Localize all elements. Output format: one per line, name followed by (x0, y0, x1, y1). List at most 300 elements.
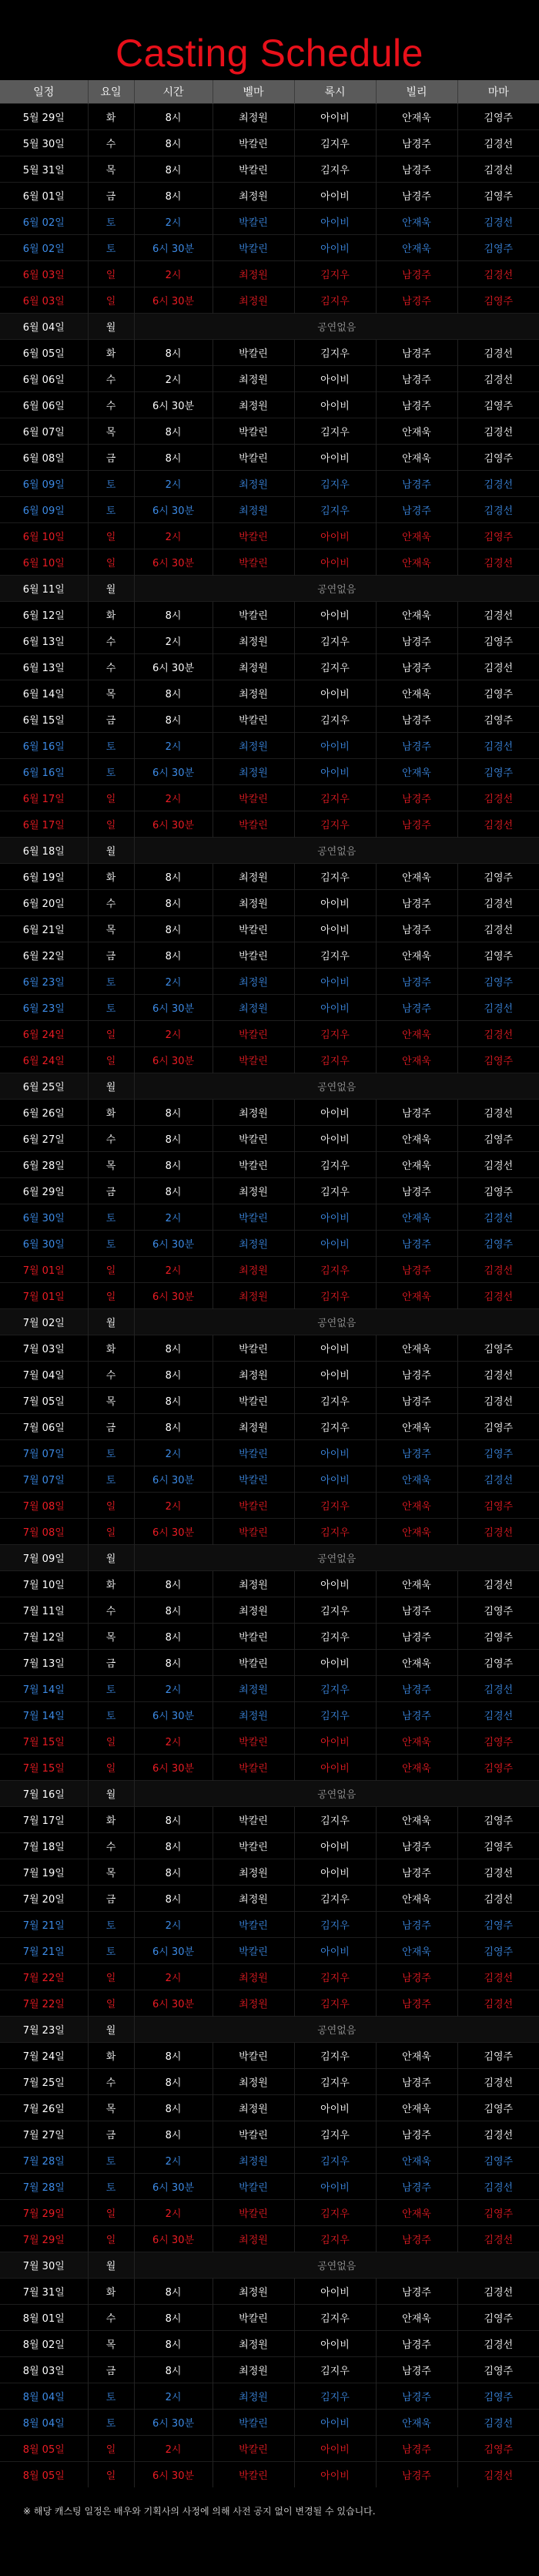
cell-mama: 김영주 (457, 628, 539, 654)
cell-velma: 박칼린 (213, 1728, 294, 1755)
cell-day: 목 (88, 916, 134, 942)
cell-billy: 안재욱 (376, 1466, 457, 1493)
cell-date: 7월 14일 (0, 1702, 88, 1728)
table-row (0, 2252, 539, 2279)
schedule-body (0, 104, 539, 2488)
table-row (0, 104, 539, 130)
cell-day: 일 (88, 1990, 134, 2017)
cell-mama: 김경선 (457, 497, 539, 523)
cell-time: 8시 (134, 890, 213, 916)
cell-velma: 박칼린 (213, 2410, 294, 2436)
cell-billy: 안재욱 (376, 549, 457, 576)
table-row (0, 261, 539, 287)
cell-velma: 박칼린 (213, 1466, 294, 1493)
cell-date: 7월 04일 (0, 1362, 88, 1388)
cell-roxie: 김지우 (294, 1886, 376, 1912)
cell-day: 일 (88, 2462, 134, 2488)
table-row (0, 2305, 539, 2331)
cell-day: 토 (88, 1466, 134, 1493)
cell-velma: 최정원 (213, 366, 294, 392)
table-row (0, 1204, 539, 1231)
cell-time: 6시 30분 (134, 1702, 213, 1728)
no-show-label: 공연없음 (134, 1073, 539, 1100)
cell-mama: 김영주 (457, 1335, 539, 1362)
header-velma: 벨마 (213, 80, 294, 104)
cell-time: 8시 (134, 2357, 213, 2383)
cell-date: 6월 26일 (0, 1100, 88, 1126)
cell-date: 6월 15일 (0, 707, 88, 733)
table-row (0, 2095, 539, 2121)
cell-billy: 남경주 (376, 969, 457, 995)
table-row (0, 1781, 539, 1807)
cell-time: 8시 (134, 680, 213, 707)
cell-date: 6월 30일 (0, 1204, 88, 1231)
cell-day: 금 (88, 1414, 134, 1440)
cell-mama: 김영주 (457, 1414, 539, 1440)
cell-day: 토 (88, 2148, 134, 2174)
table-row (0, 314, 539, 340)
cell-date: 5월 29일 (0, 104, 88, 130)
cell-time: 2시 (134, 1021, 213, 1047)
cell-mama: 김경선 (457, 1152, 539, 1178)
cell-time: 8시 (134, 183, 213, 209)
cell-velma: 박칼린 (213, 602, 294, 628)
cell-time: 2시 (134, 1964, 213, 1990)
cell-mama: 김경선 (457, 1990, 539, 2017)
cell-billy: 안재욱 (376, 1938, 457, 1964)
cell-billy: 안재욱 (376, 602, 457, 628)
cell-billy: 남경주 (376, 2357, 457, 2383)
table-row (0, 1021, 539, 1047)
cell-day: 화 (88, 2279, 134, 2305)
cell-date: 6월 07일 (0, 418, 88, 445)
cell-velma: 최정원 (213, 680, 294, 707)
cell-day: 수 (88, 1362, 134, 1388)
cell-date: 7월 28일 (0, 2174, 88, 2200)
table-row (0, 1807, 539, 1833)
cell-day: 토 (88, 1702, 134, 1728)
cell-date: 5월 31일 (0, 156, 88, 183)
cell-day: 일 (88, 1283, 134, 1309)
cell-date: 6월 13일 (0, 628, 88, 654)
cell-velma: 박칼린 (213, 1938, 294, 1964)
cell-date: 6월 06일 (0, 366, 88, 392)
cell-date: 7월 07일 (0, 1466, 88, 1493)
cell-billy: 남경주 (376, 2279, 457, 2305)
cell-velma: 박칼린 (213, 2462, 294, 2488)
cell-roxie: 김지우 (294, 811, 376, 838)
cell-billy: 안재욱 (376, 1335, 457, 1362)
cell-time: 8시 (134, 1859, 213, 1886)
cell-time: 8시 (134, 445, 213, 471)
cell-date: 7월 09일 (0, 1545, 88, 1571)
cell-velma: 최정원 (213, 1178, 294, 1204)
cell-mama: 김경선 (457, 916, 539, 942)
cell-roxie: 김지우 (294, 261, 376, 287)
cell-billy: 안재욱 (376, 1755, 457, 1781)
cell-time: 6시 30분 (134, 654, 213, 680)
cell-roxie: 김지우 (294, 1807, 376, 1833)
cell-mama: 김영주 (457, 2148, 539, 2174)
cell-velma: 최정원 (213, 104, 294, 130)
cell-velma: 최정원 (213, 2331, 294, 2357)
cell-time: 6시 30분 (134, 2226, 213, 2252)
cell-date: 7월 15일 (0, 1728, 88, 1755)
cell-velma: 최정원 (213, 759, 294, 785)
cell-date: 6월 06일 (0, 392, 88, 418)
cell-mama: 김영주 (457, 1912, 539, 1938)
cell-mama: 김영주 (457, 1440, 539, 1466)
table-row (0, 864, 539, 890)
cell-date: 7월 01일 (0, 1257, 88, 1283)
cell-velma: 최정원 (213, 2069, 294, 2095)
cell-billy: 남경주 (376, 2121, 457, 2148)
cell-roxie: 김지우 (294, 1624, 376, 1650)
cell-time: 6시 30분 (134, 287, 213, 314)
cell-roxie: 김지우 (294, 1414, 376, 1440)
cell-velma: 최정원 (213, 733, 294, 759)
cell-date: 6월 28일 (0, 1152, 88, 1178)
cell-day: 목 (88, 2095, 134, 2121)
cell-date: 7월 23일 (0, 2017, 88, 2043)
table-row (0, 1728, 539, 1755)
cell-time: 8시 (134, 104, 213, 130)
table-row (0, 366, 539, 392)
cell-roxie: 김지우 (294, 130, 376, 156)
table-row (0, 942, 539, 969)
cell-velma: 최정원 (213, 654, 294, 680)
cell-time: 2시 (134, 1204, 213, 1231)
cell-time: 8시 (134, 1807, 213, 1833)
cell-date: 6월 18일 (0, 838, 88, 864)
cell-mama: 김영주 (457, 2383, 539, 2410)
cell-velma: 최정원 (213, 628, 294, 654)
cell-time: 6시 30분 (134, 759, 213, 785)
cell-billy: 남경주 (376, 1231, 457, 1257)
cell-velma: 최정원 (213, 2095, 294, 2121)
cell-billy: 남경주 (376, 2069, 457, 2095)
cell-billy: 안재욱 (376, 2305, 457, 2331)
cell-roxie: 아이비 (294, 995, 376, 1021)
cell-day: 토 (88, 1204, 134, 1231)
cell-billy: 안재욱 (376, 1414, 457, 1440)
table-row (0, 628, 539, 654)
cell-date: 7월 08일 (0, 1519, 88, 1545)
cell-billy: 남경주 (376, 1362, 457, 1388)
cell-date: 7월 26일 (0, 2095, 88, 2121)
cell-billy: 안재욱 (376, 1650, 457, 1676)
cell-roxie: 김지우 (294, 864, 376, 890)
cell-billy: 안재욱 (376, 1886, 457, 1912)
cell-billy: 남경주 (376, 1624, 457, 1650)
cell-roxie: 아이비 (294, 209, 376, 235)
cell-date: 6월 23일 (0, 969, 88, 995)
table-row (0, 785, 539, 811)
cell-date: 7월 31일 (0, 2279, 88, 2305)
cell-day: 수 (88, 130, 134, 156)
cell-day: 토 (88, 2174, 134, 2200)
cell-date: 7월 19일 (0, 1859, 88, 1886)
table-row (0, 1990, 539, 2017)
cell-day: 금 (88, 942, 134, 969)
cell-roxie: 김지우 (294, 1912, 376, 1938)
cell-time: 8시 (134, 2331, 213, 2357)
cell-time: 8시 (134, 1152, 213, 1178)
cell-velma: 박칼린 (213, 2043, 294, 2069)
cell-billy: 남경주 (376, 1597, 457, 1624)
cell-velma: 최정원 (213, 2226, 294, 2252)
cell-mama: 김영주 (457, 1624, 539, 1650)
table-row (0, 1859, 539, 1886)
cell-mama: 김영주 (457, 2043, 539, 2069)
cell-roxie: 아이비 (294, 366, 376, 392)
cell-mama: 김경선 (457, 654, 539, 680)
cell-day: 수 (88, 890, 134, 916)
cell-date: 8월 03일 (0, 2357, 88, 2383)
cell-roxie: 아이비 (294, 733, 376, 759)
cell-mama: 김경선 (457, 340, 539, 366)
cell-day: 화 (88, 864, 134, 890)
cell-velma: 최정원 (213, 2383, 294, 2410)
cell-time: 6시 30분 (134, 1990, 213, 2017)
table-row (0, 209, 539, 235)
table-row (0, 1073, 539, 1100)
cell-day: 목 (88, 156, 134, 183)
cell-mama: 김영주 (457, 523, 539, 549)
cell-roxie: 김지우 (294, 1702, 376, 1728)
cell-roxie: 김지우 (294, 2043, 376, 2069)
cell-date: 6월 21일 (0, 916, 88, 942)
table-row (0, 1676, 539, 1702)
cell-time: 6시 30분 (134, 995, 213, 1021)
cell-velma: 박칼린 (213, 2305, 294, 2331)
cell-date: 7월 22일 (0, 1990, 88, 2017)
cell-date: 6월 08일 (0, 445, 88, 471)
cell-time: 2시 (134, 209, 213, 235)
cell-billy: 남경주 (376, 2462, 457, 2488)
cell-velma: 박칼린 (213, 549, 294, 576)
cell-mama: 김영주 (457, 287, 539, 314)
cell-date: 7월 22일 (0, 1964, 88, 1990)
cell-velma: 박칼린 (213, 1624, 294, 1650)
cell-time: 8시 (134, 1571, 213, 1597)
table-row (0, 2436, 539, 2462)
cell-date: 6월 17일 (0, 811, 88, 838)
cell-billy: 남경주 (376, 392, 457, 418)
cell-date: 6월 12일 (0, 602, 88, 628)
cell-billy: 남경주 (376, 1964, 457, 1990)
cell-day: 일 (88, 2200, 134, 2226)
cell-mama: 김경선 (457, 2174, 539, 2200)
cell-day: 일 (88, 549, 134, 576)
cell-roxie: 김지우 (294, 1257, 376, 1283)
cell-time: 6시 30분 (134, 2462, 213, 2488)
cell-roxie: 김지우 (294, 471, 376, 497)
table-row (0, 392, 539, 418)
cell-velma: 최정원 (213, 1597, 294, 1624)
cell-mama: 김경선 (457, 1676, 539, 1702)
cell-time: 6시 30분 (134, 2410, 213, 2436)
cell-time: 8시 (134, 2279, 213, 2305)
cell-roxie: 김지우 (294, 340, 376, 366)
cell-day: 목 (88, 2331, 134, 2357)
cell-billy: 안재욱 (376, 445, 457, 471)
cell-mama: 김영주 (457, 1833, 539, 1859)
cell-velma: 박칼린 (213, 156, 294, 183)
table-row (0, 1597, 539, 1624)
cell-mama: 김경선 (457, 471, 539, 497)
cell-date: 6월 03일 (0, 261, 88, 287)
cell-velma: 최정원 (213, 890, 294, 916)
cell-time: 2시 (134, 1912, 213, 1938)
table-row (0, 235, 539, 261)
table-row (0, 471, 539, 497)
cell-roxie: 아이비 (294, 1362, 376, 1388)
cell-mama: 김경선 (457, 2331, 539, 2357)
cell-day: 월 (88, 2252, 134, 2279)
table-row (0, 2017, 539, 2043)
cell-billy: 안재욱 (376, 523, 457, 549)
table-row (0, 1545, 539, 1571)
cell-mama: 김경선 (457, 2121, 539, 2148)
cell-day: 일 (88, 1964, 134, 1990)
cell-mama: 김영주 (457, 445, 539, 471)
table-row (0, 2279, 539, 2305)
cell-billy: 남경주 (376, 785, 457, 811)
cell-velma: 박칼린 (213, 1807, 294, 1833)
cell-time: 6시 30분 (134, 1466, 213, 1493)
cell-day: 토 (88, 1938, 134, 1964)
cell-time: 2시 (134, 2148, 213, 2174)
cell-time: 2시 (134, 366, 213, 392)
cell-velma: 박칼린 (213, 811, 294, 838)
cell-time: 2시 (134, 523, 213, 549)
cell-roxie: 아이비 (294, 1650, 376, 1676)
cell-roxie: 김지우 (294, 2226, 376, 2252)
cell-date: 8월 04일 (0, 2383, 88, 2410)
cell-date: 7월 16일 (0, 1781, 88, 1807)
cell-roxie: 김지우 (294, 628, 376, 654)
cell-roxie: 아이비 (294, 445, 376, 471)
cell-day: 수 (88, 392, 134, 418)
table-row (0, 1938, 539, 1964)
cell-time: 8시 (134, 1414, 213, 1440)
cell-time: 8시 (134, 1624, 213, 1650)
header-time: 시간 (134, 80, 213, 104)
cell-mama: 김영주 (457, 942, 539, 969)
table-row (0, 183, 539, 209)
cell-velma: 박칼린 (213, 785, 294, 811)
cell-date: 8월 04일 (0, 2410, 88, 2436)
cell-day: 토 (88, 1676, 134, 1702)
cell-mama: 김영주 (457, 1126, 539, 1152)
cell-velma: 최정원 (213, 1859, 294, 1886)
cell-velma: 최정원 (213, 392, 294, 418)
cell-time: 8시 (134, 707, 213, 733)
cell-day: 월 (88, 1545, 134, 1571)
no-show-label: 공연없음 (134, 2252, 539, 2279)
table-row (0, 707, 539, 733)
table-row (0, 130, 539, 156)
cell-mama: 김영주 (457, 2436, 539, 2462)
cell-date: 8월 05일 (0, 2436, 88, 2462)
table-row (0, 2383, 539, 2410)
cell-date: 7월 06일 (0, 1414, 88, 1440)
table-row (0, 1912, 539, 1938)
cell-date: 8월 01일 (0, 2305, 88, 2331)
table-row (0, 680, 539, 707)
cell-velma: 박칼린 (213, 2121, 294, 2148)
table-row (0, 1047, 539, 1073)
cell-day: 토 (88, 995, 134, 1021)
cell-billy: 안재욱 (376, 2043, 457, 2069)
cell-time: 8시 (134, 1597, 213, 1624)
cell-mama: 김영주 (457, 1231, 539, 1257)
table-row (0, 2069, 539, 2095)
cell-roxie: 아이비 (294, 916, 376, 942)
no-show-label: 공연없음 (134, 576, 539, 602)
no-show-label: 공연없음 (134, 1781, 539, 1807)
cell-date: 7월 25일 (0, 2069, 88, 2095)
cell-day: 금 (88, 183, 134, 209)
cell-time: 2시 (134, 969, 213, 995)
table-row (0, 549, 539, 576)
cell-velma: 박칼린 (213, 1755, 294, 1781)
cell-mama: 김경선 (457, 1571, 539, 1597)
table-row (0, 1100, 539, 1126)
cell-billy: 안재욱 (376, 418, 457, 445)
cell-roxie: 김지우 (294, 1964, 376, 1990)
cell-roxie: 아이비 (294, 1833, 376, 1859)
cell-velma: 최정원 (213, 1257, 294, 1283)
cell-mama: 김경선 (457, 1388, 539, 1414)
cell-velma: 최정원 (213, 183, 294, 209)
cell-roxie: 김지우 (294, 2357, 376, 2383)
cell-billy: 안재욱 (376, 1126, 457, 1152)
cell-roxie: 김지우 (294, 1493, 376, 1519)
footnote: ※ 해당 캐스팅 일정은 배우와 기획사의 사정에 의해 사전 공지 없이 변경될 수 있습니다. (23, 2506, 376, 2517)
cell-day: 목 (88, 418, 134, 445)
cell-roxie: 아이비 (294, 235, 376, 261)
cell-mama: 김경선 (457, 1886, 539, 1912)
cell-date: 7월 02일 (0, 1309, 88, 1335)
cell-day: 일 (88, 1755, 134, 1781)
cell-velma: 최정원 (213, 1231, 294, 1257)
cell-date: 6월 24일 (0, 1047, 88, 1073)
cell-velma: 최정원 (213, 2148, 294, 2174)
cell-time: 2시 (134, 1493, 213, 1519)
cell-billy: 안재욱 (376, 2095, 457, 2121)
cell-mama: 김영주 (457, 2305, 539, 2331)
cell-date: 7월 15일 (0, 1755, 88, 1781)
cell-day: 금 (88, 1178, 134, 1204)
cell-velma: 최정원 (213, 969, 294, 995)
table-row (0, 1964, 539, 1990)
cell-day: 일 (88, 261, 134, 287)
cell-day: 수 (88, 1597, 134, 1624)
table-row (0, 733, 539, 759)
cell-day: 월 (88, 838, 134, 864)
cell-mama: 김경선 (457, 130, 539, 156)
cell-billy: 남경주 (376, 890, 457, 916)
cell-time: 8시 (134, 1362, 213, 1388)
cell-billy: 남경주 (376, 733, 457, 759)
cell-day: 일 (88, 811, 134, 838)
cell-billy: 남경주 (376, 130, 457, 156)
cell-billy: 안재욱 (376, 1152, 457, 1178)
cell-time: 8시 (134, 1335, 213, 1362)
cell-mama: 김경선 (457, 995, 539, 1021)
